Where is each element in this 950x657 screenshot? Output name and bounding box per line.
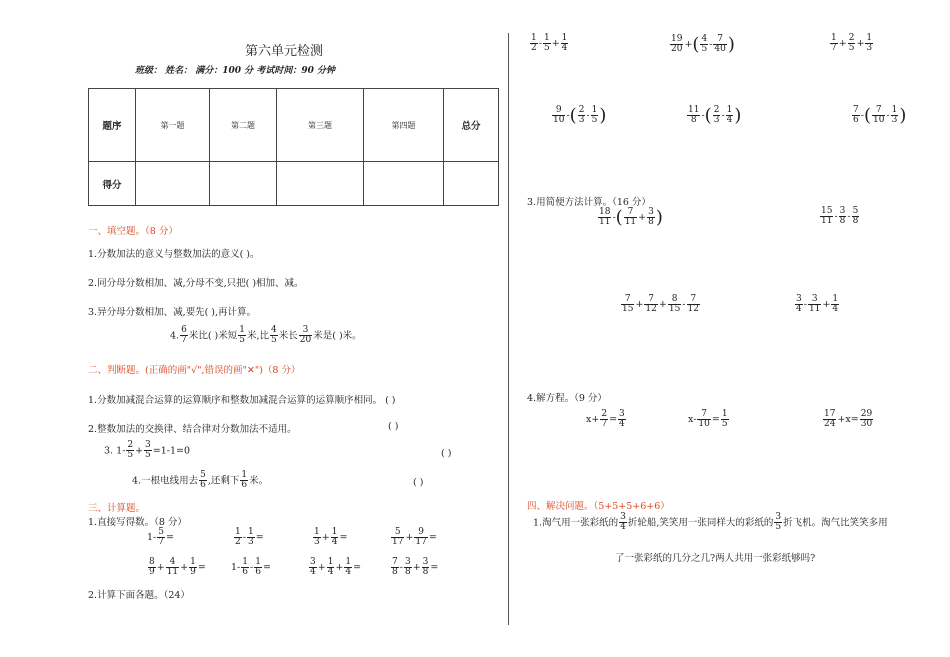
fraction: $\frac{3}{8}$ xyxy=(648,206,654,227)
judge-q3-paren: ( ) xyxy=(441,448,452,459)
judge-q4-paren: ( ) xyxy=(413,477,424,488)
fraction: $\frac{9}{10}$ xyxy=(553,104,565,125)
fraction: $\frac{7}{10}$ xyxy=(872,104,885,125)
equation: $\frac{17}{24}$ +x= $\frac{29}{30}$ xyxy=(824,409,873,430)
judge-q3: 3. 1- $\frac{2}{5}$ + $\frac{3}{5}$ =1-1=0 xyxy=(104,440,191,461)
simple-calc-item: $\frac{7}{15}$ + $\frac{7}{12}$ + $\frac{8}{15}$ - $\frac{7}{12}$ xyxy=(622,294,699,315)
fraction: $\frac{3}{8}$ xyxy=(404,557,411,578)
calc-sub3: 3.用简便方法计算。（16 分） xyxy=(527,197,651,208)
score-header-cell: 第四题 xyxy=(364,89,444,162)
fraction: $\frac{7}{11}$ xyxy=(624,206,637,227)
fraction: $\frac{1}{4}$ xyxy=(331,527,338,548)
fraction: $\frac{7}{40}$ xyxy=(714,33,726,54)
score-table xyxy=(88,88,499,206)
fraction: $\frac{3}{8}$ xyxy=(422,557,429,578)
calc-sub1: 1.直接写得数。（8 分） xyxy=(88,517,187,528)
fraction: $\frac{7}{12}$ xyxy=(687,294,699,315)
exam-info: 班级： 姓名： 满分：100 分 考试时间：90 分钟 xyxy=(135,66,335,76)
calc-item: 1- $\frac{1}{6}$ - $\frac{1}{6}$ = xyxy=(231,557,271,578)
fraction: $\frac{1}{6}$ xyxy=(255,557,261,578)
judge-q1: 1.分数加减混合运算的运算顺序和整数加减混合运算的运算顺序相同。 ( ) xyxy=(88,395,396,406)
fraction: $\frac{1}{3}$ xyxy=(891,104,898,125)
fraction: $\frac{1}{4}$ xyxy=(327,557,334,578)
fraction: $\frac{1}{2}$ xyxy=(235,527,241,548)
equation: x- $\frac{7}{10}$ = $\frac{1}{5}$ xyxy=(688,409,728,430)
score-header-cell: 第三题 xyxy=(277,89,364,162)
problem-q1: 1.淘气用一张彩纸的 $\frac{3}{4}$ 折轮船,笑笑用一张同样大的彩纸的 $\frac{3}{5}$ 折飞机。淘气比笑笑多用 xyxy=(533,512,888,533)
fraction: $\frac{7}{15}$ xyxy=(622,294,634,315)
fraction: $\frac{5}{8}$ xyxy=(852,206,859,227)
calc-item: $\frac{7}{6}$ -( $\frac{7}{10}$ - $\frac{1}{3}$ ) xyxy=(853,104,907,126)
fraction: $\frac{3}{4}$ xyxy=(796,294,802,315)
score-cell xyxy=(444,162,499,206)
calc-item: $\frac{1}{2}$ - $\frac{1}{3}$ = xyxy=(235,527,264,548)
section2-title: 二、判断题。(正确的画"√",错误的画"✕")（8 分） xyxy=(88,365,301,376)
fraction: $\frac{1}{6}$ xyxy=(242,557,248,578)
fraction: $\frac{1}{4}$ xyxy=(726,104,733,125)
fraction: $\frac{7}{12}$ xyxy=(645,294,657,315)
fraction: $\frac{3}{4}$ xyxy=(619,409,625,430)
score-header-cell: 第一题 xyxy=(136,89,210,162)
score-cell xyxy=(364,162,444,206)
fraction: $\frac{8}{15}$ xyxy=(668,294,681,315)
fraction: $\frac{19}{20}$ xyxy=(671,33,683,54)
problem-q1-cont: 了一张彩纸的几分之几?两人共用一张彩纸够吗? xyxy=(615,553,816,564)
fraction: $\frac{2}{7}$ xyxy=(601,409,608,430)
calc-sub2: 2.计算下面各题。（24） xyxy=(88,590,190,601)
fill-q3: 3.异分母分数相加、减,要先( ),再计算。 xyxy=(88,307,257,318)
calc-item: $\frac{1}{2}$ - $\frac{1}{5}$ + $\frac{1}{4}$ xyxy=(531,33,568,54)
fraction: $\frac{1}{7}$ xyxy=(831,33,837,54)
calc-item: $\frac{3}{4}$ + $\frac{1}{4}$ + $\frac{1}{4}$ = xyxy=(310,557,362,578)
fill-q4: 4. $\frac{6}{7}$ 米比( )米短 $\frac{1}{5}$ 米,比 $\frac{4}{5}$ 米长 $\frac{3}{20}$ 米是( )米。 xyxy=(170,325,362,346)
simple-calc-item: $\frac{3}{4}$ - $\frac{3}{11}$ + $\frac{1}{4}$ xyxy=(796,294,839,315)
fraction: $\frac{11}{8}$ xyxy=(688,104,700,125)
score-header-cell: 总分 xyxy=(444,89,499,162)
fraction: $\frac{1}{4}$ xyxy=(345,557,352,578)
fraction: $\frac{1}{5}$ xyxy=(591,104,598,125)
simple-calc-item: $\frac{18}{11}$ -( $\frac{7}{11}$ + $\frac{3}{8}$ ) xyxy=(599,206,663,228)
fraction: $\frac{4}{11}$ xyxy=(166,557,179,578)
fraction: $\frac{7}{10}$ xyxy=(698,409,710,430)
fraction: $\frac{1}{3}$ xyxy=(247,527,254,548)
calc-item: $\frac{5}{17}$ + $\frac{9}{17}$ = xyxy=(392,527,437,548)
score-row-label: 得分 xyxy=(89,162,136,206)
fraction: $\frac{1}{3}$ xyxy=(314,527,320,548)
column-divider xyxy=(508,33,509,625)
fraction: $\frac{1}{4}$ xyxy=(832,294,839,315)
score-header-cell: 题序 xyxy=(89,89,136,162)
calc-item: $\frac{1}{3}$ + $\frac{1}{4}$ = xyxy=(314,527,348,548)
equation-title: 4.解方程。（9 分） xyxy=(527,393,607,404)
fill-q1: 1.分数加法的意义与整数加法的意义( )。 xyxy=(88,249,260,260)
fraction: $\frac{3}{4}$ xyxy=(310,557,316,578)
equation: x+ $\frac{2}{7}$ = $\frac{3}{4}$ xyxy=(586,409,625,430)
fraction: $\frac{17}{24}$ xyxy=(824,409,836,430)
judge-q2: 2.整数加法的交换律、结合律对分数加法不适用。 xyxy=(88,424,297,435)
score-cell xyxy=(210,162,277,206)
judge-q2-paren: ( ) xyxy=(388,421,399,432)
section4-title: 四、解决问题。（5+5+5+6+6） xyxy=(527,501,670,512)
score-header-cell: 第二题 xyxy=(210,89,277,162)
calc-item: $\frac{7}{8}$ - $\frac{3}{8}$ + $\frac{3}{8}$ = xyxy=(392,557,439,578)
score-cell xyxy=(136,162,210,206)
fraction: $\frac{5}{17}$ xyxy=(392,527,404,548)
fraction: $\frac{1}{5}$ xyxy=(721,409,728,430)
fraction: $\frac{18}{11}$ xyxy=(599,206,611,227)
fraction: $\frac{8}{9}$ xyxy=(149,557,155,578)
fraction: $\frac{2}{3}$ xyxy=(578,104,585,125)
section1-title: 一、填空题。（8 分） xyxy=(88,226,178,237)
score-cell xyxy=(277,162,364,206)
calc-item: 1- $\frac{5}{7}$ = xyxy=(147,527,174,548)
fraction: $\frac{4}{5}$ xyxy=(701,33,708,54)
calc-item: $\frac{9}{10}$ -( $\frac{2}{3}$ - $\frac{1}{5}$ ) xyxy=(553,104,607,126)
simple-calc-item: $\frac{15}{11}$ - $\frac{3}{8}$ - $\frac{5}{8}$ xyxy=(821,206,859,227)
fraction: $\frac{3}{8}$ xyxy=(839,206,846,227)
section3-title: 三、计算题。 xyxy=(88,503,146,514)
fraction: $\frac{29}{30}$ xyxy=(860,409,873,430)
page-title: 第六单元检测 xyxy=(245,44,324,59)
fraction: $\frac{1}{5}$ xyxy=(543,33,550,54)
fraction: $\frac{9}{17}$ xyxy=(415,527,427,548)
fraction: $\frac{7}{8}$ xyxy=(392,557,398,578)
fill-q2: 2.同分母分数相加、减,分母不变,只把( )相加、减。 xyxy=(88,278,304,289)
fraction: $\frac{5}{7}$ xyxy=(158,527,164,548)
calc-item: $\frac{8}{9}$ + $\frac{4}{11}$ + $\frac{1}{9}$ = xyxy=(149,557,206,578)
fraction: $\frac{2}{5}$ xyxy=(848,33,855,54)
fraction: $\frac{15}{11}$ xyxy=(821,206,833,227)
judge-q4: 4.一根电线用去 $\frac{5}{6}$ ,还剩下 $\frac{1}{6}$ 米。 xyxy=(132,470,269,491)
fraction: $\frac{7}{6}$ xyxy=(853,104,859,125)
fraction: $\frac{1}{2}$ xyxy=(531,33,537,54)
calc-item: $\frac{19}{20}$ +( $\frac{4}{5}$ - $\frac{7}{40}$ ) xyxy=(671,33,735,55)
calc-item: $\frac{11}{8}$ -( $\frac{2}{3}$ - $\frac{1}{4}$ ) xyxy=(688,104,742,126)
fraction: $\frac{1}{9}$ xyxy=(190,557,196,578)
fraction: $\frac{1}{4}$ xyxy=(561,33,568,54)
fraction: $\frac{3}{11}$ xyxy=(808,294,821,315)
fraction: $\frac{1}{3}$ xyxy=(866,33,873,54)
fraction: $\frac{2}{3}$ xyxy=(713,104,720,125)
calc-item: $\frac{1}{7}$ + $\frac{2}{5}$ + $\frac{1}{3}$ xyxy=(831,33,873,54)
